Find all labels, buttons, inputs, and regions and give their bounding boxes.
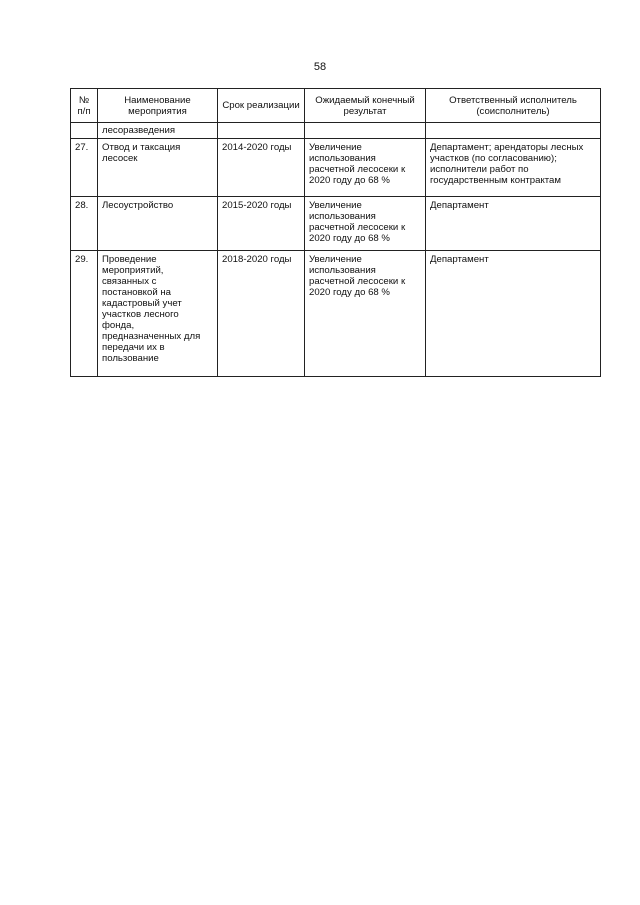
cell-number bbox=[71, 123, 98, 139]
table-row bbox=[71, 197, 601, 251]
cell-result: Увеличение использования расчетной лесосеки к 2020 году до 68 % bbox=[305, 197, 426, 251]
activities-table bbox=[70, 88, 601, 377]
cell-result: Увеличение использования расчетной лесосеки к 2020 году до 68 % bbox=[305, 251, 426, 377]
cell-executor: Департамент; арендаторы лесных участков (по согласованию); исполнители работ по государственным контрактам bbox=[426, 139, 601, 197]
header-executor: Ответственный исполнитель (соисполнитель) bbox=[426, 89, 601, 123]
table-row bbox=[71, 123, 601, 139]
cell-result bbox=[305, 123, 426, 139]
table-header-row bbox=[71, 89, 601, 123]
cell-result: Увеличение использования расчетной лесосеки к 2020 году до 68 % bbox=[305, 139, 426, 197]
cell-number: 27. bbox=[71, 139, 98, 197]
header-result: Ожидаемый конечный результат bbox=[305, 89, 426, 123]
cell-period bbox=[218, 123, 305, 139]
header-number: № п/п bbox=[71, 89, 98, 123]
cell-period: 2015-2020 годы bbox=[218, 197, 305, 251]
cell-number: 29. bbox=[71, 251, 98, 377]
cell-period: 2014-2020 годы bbox=[218, 139, 305, 197]
cell-executor: Департамент bbox=[426, 197, 601, 251]
header-period: Срок реализации bbox=[218, 89, 305, 123]
cell-number: 28. bbox=[71, 197, 98, 251]
cell-name: Лесоустройство bbox=[98, 197, 218, 251]
cell-name: Проведение мероприятий, связанных с постановкой на кадастровый учет участков лесного фонда, предназначенных для передачи их в пользование bbox=[98, 251, 218, 377]
cell-executor: Департамент bbox=[426, 251, 601, 377]
table-row bbox=[71, 139, 601, 197]
cell-period: 2018-2020 годы bbox=[218, 251, 305, 377]
table-row bbox=[71, 251, 601, 377]
cell-name: лесоразведения bbox=[98, 123, 218, 139]
page-number: 58 bbox=[313, 61, 327, 73]
cell-executor bbox=[426, 123, 601, 139]
header-name: Наименование мероприятия bbox=[98, 89, 218, 123]
cell-name: Отвод и таксация лесосек bbox=[98, 139, 218, 197]
